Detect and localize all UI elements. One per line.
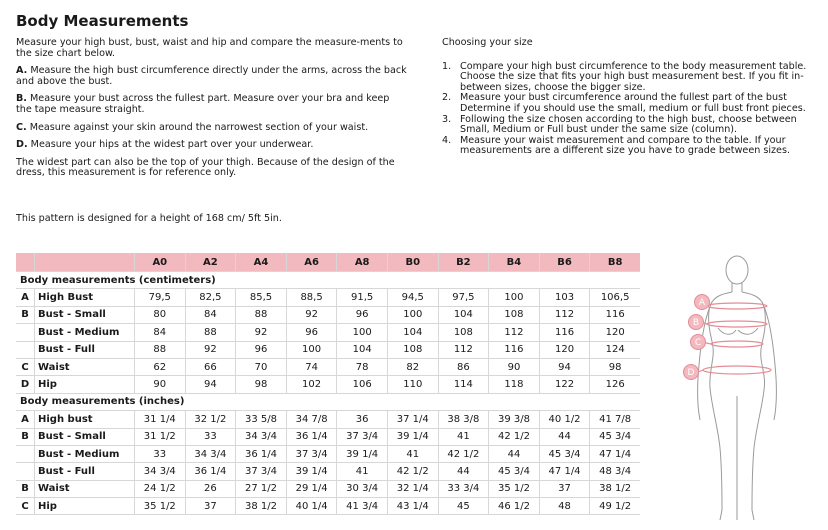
table-cell: 82 bbox=[387, 358, 438, 375]
row-label: Bust - Full bbox=[35, 341, 135, 358]
table-row bbox=[16, 498, 640, 515]
row-letter: B bbox=[16, 306, 35, 323]
step-text: Compare your high bust circumference to the body measurement table. Choose the size that fits your high bust measurement best. If you fit in-between sizes, choose the bigger size. bbox=[460, 60, 807, 93]
table-cell: 80 bbox=[135, 306, 186, 323]
table-cell: 97,5 bbox=[438, 289, 489, 306]
table-cell: 39 1/4 bbox=[387, 428, 438, 445]
table-cell: 44 bbox=[438, 463, 489, 480]
figure-head bbox=[726, 256, 748, 284]
table-cell: 36 1/4 bbox=[286, 428, 337, 445]
size-column-header: B6 bbox=[539, 253, 590, 272]
table-cell: 24 1/2 bbox=[135, 480, 186, 497]
row-letter: C bbox=[16, 358, 35, 375]
table-cell: 78 bbox=[337, 358, 388, 375]
table-cell: 37 bbox=[539, 480, 590, 497]
size-column-header: A0 bbox=[135, 253, 186, 272]
table-row bbox=[16, 376, 640, 393]
row-letter: C bbox=[16, 498, 35, 515]
size-column-header: A2 bbox=[185, 253, 236, 272]
table-cell: 90 bbox=[135, 376, 186, 393]
step-text: Measure your waist measurement and compare to the table. If your measurements are a different size you have to grade between sizes. bbox=[460, 134, 791, 157]
table-cell: 32 1/4 bbox=[387, 480, 438, 497]
table-cell: 47 1/4 bbox=[590, 445, 640, 462]
table-cell: 70 bbox=[236, 358, 287, 375]
height-note: This pattern is designed for a height of 168 cm/ 5ft 5in. bbox=[16, 213, 282, 224]
size-column-header: A4 bbox=[236, 253, 287, 272]
row-label: Bust - Small bbox=[35, 428, 135, 445]
table-cell: 96 bbox=[286, 324, 337, 341]
choosing-size-section bbox=[442, 38, 814, 157]
table-cell: 33 bbox=[185, 428, 236, 445]
table-cell: 126 bbox=[590, 376, 640, 393]
table-cell: 41 3/4 bbox=[337, 498, 388, 515]
row-label: Hip bbox=[35, 376, 135, 393]
table-cell: 36 bbox=[337, 411, 388, 428]
table-cell: 26 bbox=[185, 480, 236, 497]
table-section-row bbox=[16, 272, 640, 289]
table-cell: 86 bbox=[438, 358, 489, 375]
marker-a-label: A bbox=[698, 298, 706, 308]
size-column-header: A6 bbox=[286, 253, 337, 272]
choosing-steps-list bbox=[442, 62, 814, 157]
marker-b-label: B bbox=[692, 318, 700, 328]
table-cell: 35 1/2 bbox=[135, 498, 186, 515]
choosing-step bbox=[442, 93, 814, 114]
table-cell: 30 3/4 bbox=[337, 480, 388, 497]
row-label: High Bust bbox=[35, 289, 135, 306]
table-cell: 85,5 bbox=[236, 289, 287, 306]
table-cell: 100 bbox=[489, 289, 540, 306]
size-column-header: B8 bbox=[590, 253, 640, 272]
table-cell: 45 3/4 bbox=[489, 463, 540, 480]
table-cell: 33 bbox=[135, 445, 186, 462]
table-cell: 100 bbox=[337, 324, 388, 341]
table-cell: 31 1/2 bbox=[135, 428, 186, 445]
choosing-step bbox=[442, 136, 814, 157]
table-cell: 38 3/8 bbox=[438, 411, 489, 428]
table-cell: 34 3/4 bbox=[135, 463, 186, 480]
table-cell: 47 1/4 bbox=[539, 463, 590, 480]
table-cell: 110 bbox=[387, 376, 438, 393]
row-label: High bust bbox=[35, 411, 135, 428]
table-row bbox=[16, 306, 640, 323]
table-cell: 92 bbox=[286, 306, 337, 323]
table-cell: 39 1/4 bbox=[337, 445, 388, 462]
size-column-header: B0 bbox=[387, 253, 438, 272]
high-bust-line bbox=[707, 303, 767, 309]
table-cell: 116 bbox=[539, 324, 590, 341]
table-row bbox=[16, 289, 640, 306]
table-cell: 106,5 bbox=[590, 289, 640, 306]
header-spacer bbox=[35, 253, 135, 272]
table-section-row bbox=[16, 393, 640, 410]
table-cell: 40 1/4 bbox=[286, 498, 337, 515]
table-cell: 45 3/4 bbox=[539, 445, 590, 462]
row-label: Bust - Medium bbox=[35, 445, 135, 462]
table-cell: 120 bbox=[590, 324, 640, 341]
figure-bust-curve bbox=[718, 328, 758, 334]
table-cell: 118 bbox=[489, 376, 540, 393]
table-cell: 39 3/8 bbox=[489, 411, 540, 428]
table-cell: 106 bbox=[337, 376, 388, 393]
table-cell: 88,5 bbox=[286, 289, 337, 306]
row-label: Bust - Full bbox=[35, 463, 135, 480]
table-cell: 41 7/8 bbox=[590, 411, 640, 428]
table-cell: 31 1/4 bbox=[135, 411, 186, 428]
table-cell: 103 bbox=[539, 289, 590, 306]
row-letter: A bbox=[16, 289, 35, 306]
table-cell: 122 bbox=[539, 376, 590, 393]
marker-c-label: C bbox=[694, 338, 702, 348]
table-cell: 40 1/2 bbox=[539, 411, 590, 428]
table-cell: 90 bbox=[489, 358, 540, 375]
table-cell: 112 bbox=[438, 341, 489, 358]
table-cell: 66 bbox=[185, 358, 236, 375]
intro-text: Measure your high bust, bust, waist and hip and compare the measure-ments to the size chart below. bbox=[16, 37, 403, 59]
table-cell: 34 3/4 bbox=[185, 445, 236, 462]
table-cell: 36 1/4 bbox=[185, 463, 236, 480]
table-cell: 41 bbox=[387, 445, 438, 462]
table-cell: 74 bbox=[286, 358, 337, 375]
instruction-c: C. Measure against your skin around the narrowest section of your waist. bbox=[16, 121, 369, 133]
table-cell: 96 bbox=[337, 306, 388, 323]
table-cell: 116 bbox=[489, 341, 540, 358]
page-title: Body Measurements bbox=[16, 12, 189, 30]
step-number: 3. bbox=[442, 113, 452, 125]
table-cell: 48 bbox=[539, 498, 590, 515]
marker-d-label: D bbox=[687, 368, 695, 378]
table-cell: 35 1/2 bbox=[489, 480, 540, 497]
table-cell: 48 3/4 bbox=[590, 463, 640, 480]
table-cell: 34 7/8 bbox=[286, 411, 337, 428]
table-cell: 49 1/2 bbox=[590, 498, 640, 515]
body-figure bbox=[682, 248, 816, 526]
row-letter: D bbox=[16, 376, 35, 393]
header-spacer bbox=[16, 253, 35, 272]
table-cell: 88 bbox=[185, 324, 236, 341]
table-cell: 88 bbox=[135, 341, 186, 358]
table-cell: 29 1/4 bbox=[286, 480, 337, 497]
table-cell: 88 bbox=[236, 306, 287, 323]
table-cell: 84 bbox=[135, 324, 186, 341]
table-row bbox=[16, 341, 640, 358]
table-cell: 45 bbox=[438, 498, 489, 515]
table-cell: 37 bbox=[185, 498, 236, 515]
table-cell: 104 bbox=[387, 324, 438, 341]
row-letter: B bbox=[16, 480, 35, 497]
size-chart-table bbox=[16, 253, 640, 515]
table-cell: 100 bbox=[286, 341, 337, 358]
table-cell: 37 1/4 bbox=[387, 411, 438, 428]
table-row bbox=[16, 324, 640, 341]
table-cell: 96 bbox=[236, 341, 287, 358]
table-cell: 37 3/4 bbox=[286, 445, 337, 462]
bust-line bbox=[707, 321, 767, 327]
table-cell: 37 3/4 bbox=[337, 428, 388, 445]
table-cell: 34 3/4 bbox=[236, 428, 287, 445]
table-cell: 92 bbox=[236, 324, 287, 341]
table-cell: 108 bbox=[387, 341, 438, 358]
table-cell: 120 bbox=[539, 341, 590, 358]
table-row bbox=[16, 463, 640, 480]
table-cell: 108 bbox=[489, 306, 540, 323]
table-cell: 44 bbox=[489, 445, 540, 462]
table-cell: 42 1/2 bbox=[387, 463, 438, 480]
step-number: 4. bbox=[442, 134, 452, 146]
row-letter bbox=[16, 445, 35, 462]
figure-right-arm bbox=[762, 302, 776, 420]
table-cell: 102 bbox=[286, 376, 337, 393]
table-cell: 32 1/2 bbox=[185, 411, 236, 428]
table-cell: 33 5/8 bbox=[236, 411, 287, 428]
choosing-heading: Choosing your size bbox=[442, 37, 533, 48]
table-cell: 79,5 bbox=[135, 289, 186, 306]
row-label: Hip bbox=[35, 498, 135, 515]
table-row bbox=[16, 480, 640, 497]
step-number: 1. bbox=[442, 60, 452, 72]
table-cell: 33 3/4 bbox=[438, 480, 489, 497]
table-cell: 42 1/2 bbox=[489, 428, 540, 445]
table-cell: 98 bbox=[590, 358, 640, 375]
table-cell: 43 1/4 bbox=[387, 498, 438, 515]
size-column-header: B4 bbox=[489, 253, 540, 272]
table-cell: 44 bbox=[539, 428, 590, 445]
table-cell: 62 bbox=[135, 358, 186, 375]
size-header-row bbox=[16, 253, 640, 272]
table-cell: 104 bbox=[438, 306, 489, 323]
table-cell: 112 bbox=[489, 324, 540, 341]
step-text: Following the size chosen according to the high bust, choose between Small, Medium or Full bust under the same size (column). bbox=[460, 113, 797, 136]
table-cell: 108 bbox=[438, 324, 489, 341]
table-cell: 92 bbox=[185, 341, 236, 358]
row-label: Waist bbox=[35, 480, 135, 497]
step-number: 2. bbox=[442, 92, 452, 104]
row-letter: A bbox=[16, 411, 35, 428]
table-cell: 116 bbox=[590, 306, 640, 323]
row-label: Bust - Medium bbox=[35, 324, 135, 341]
table-cell: 98 bbox=[236, 376, 287, 393]
waist-line bbox=[711, 341, 763, 347]
table-cell: 104 bbox=[337, 341, 388, 358]
table-cell: 37 3/4 bbox=[236, 463, 287, 480]
table-cell: 42 1/2 bbox=[438, 445, 489, 462]
table-row bbox=[16, 411, 640, 428]
choosing-step bbox=[442, 115, 814, 136]
row-label: Waist bbox=[35, 358, 135, 375]
table-row bbox=[16, 445, 640, 462]
choosing-step bbox=[442, 62, 814, 94]
table-cell: 45 3/4 bbox=[590, 428, 640, 445]
table-cell: 27 1/2 bbox=[236, 480, 287, 497]
table-cell: 41 bbox=[337, 463, 388, 480]
instruction-b: B. Measure your bust across the fullest part. Measure over your bra and keep the tape measure straight. bbox=[16, 93, 390, 115]
table-cell: 100 bbox=[387, 306, 438, 323]
hip-note: The widest part can also be the top of your thigh. Because of the design of the dress, this measurement is for reference only. bbox=[16, 156, 395, 179]
table-cell: 112 bbox=[539, 306, 590, 323]
size-column-header: A8 bbox=[337, 253, 388, 272]
table-cell: 46 1/2 bbox=[489, 498, 540, 515]
table-cell: 94 bbox=[185, 376, 236, 393]
instruction-d: D. Measure your hips at the widest part over your underwear. bbox=[16, 139, 314, 151]
row-letter bbox=[16, 341, 35, 358]
row-letter: B bbox=[16, 428, 35, 445]
table-cell: 124 bbox=[590, 341, 640, 358]
size-column-header: B2 bbox=[438, 253, 489, 272]
row-label: Bust - Small bbox=[35, 306, 135, 323]
table-section-heading: Body measurements (inches) bbox=[16, 393, 640, 410]
instruction-a: A. Measure the high bust circumference directly under the arms, across the back and above the bust. bbox=[16, 65, 407, 87]
table-cell: 114 bbox=[438, 376, 489, 393]
table-section-heading: Body measurements (centimeters) bbox=[16, 272, 640, 289]
table-cell: 39 1/4 bbox=[286, 463, 337, 480]
table-cell: 91,5 bbox=[337, 289, 388, 306]
table-cell: 94 bbox=[539, 358, 590, 375]
table-row bbox=[16, 358, 640, 375]
row-letter bbox=[16, 324, 35, 341]
hip-line bbox=[703, 366, 771, 374]
table-cell: 94,5 bbox=[387, 289, 438, 306]
table-cell: 82,5 bbox=[185, 289, 236, 306]
row-letter bbox=[16, 463, 35, 480]
table-cell: 38 1/2 bbox=[590, 480, 640, 497]
table-cell: 84 bbox=[185, 306, 236, 323]
table-cell: 36 1/4 bbox=[236, 445, 287, 462]
table-cell: 38 1/2 bbox=[236, 498, 287, 515]
measurement-instructions bbox=[16, 38, 408, 186]
step-text: Measure your bust circumference around the fullest part of the bust Determine if you should use the small, medium or full bust front pieces. bbox=[460, 92, 806, 114]
table-row bbox=[16, 428, 640, 445]
table-cell: 41 bbox=[438, 428, 489, 445]
